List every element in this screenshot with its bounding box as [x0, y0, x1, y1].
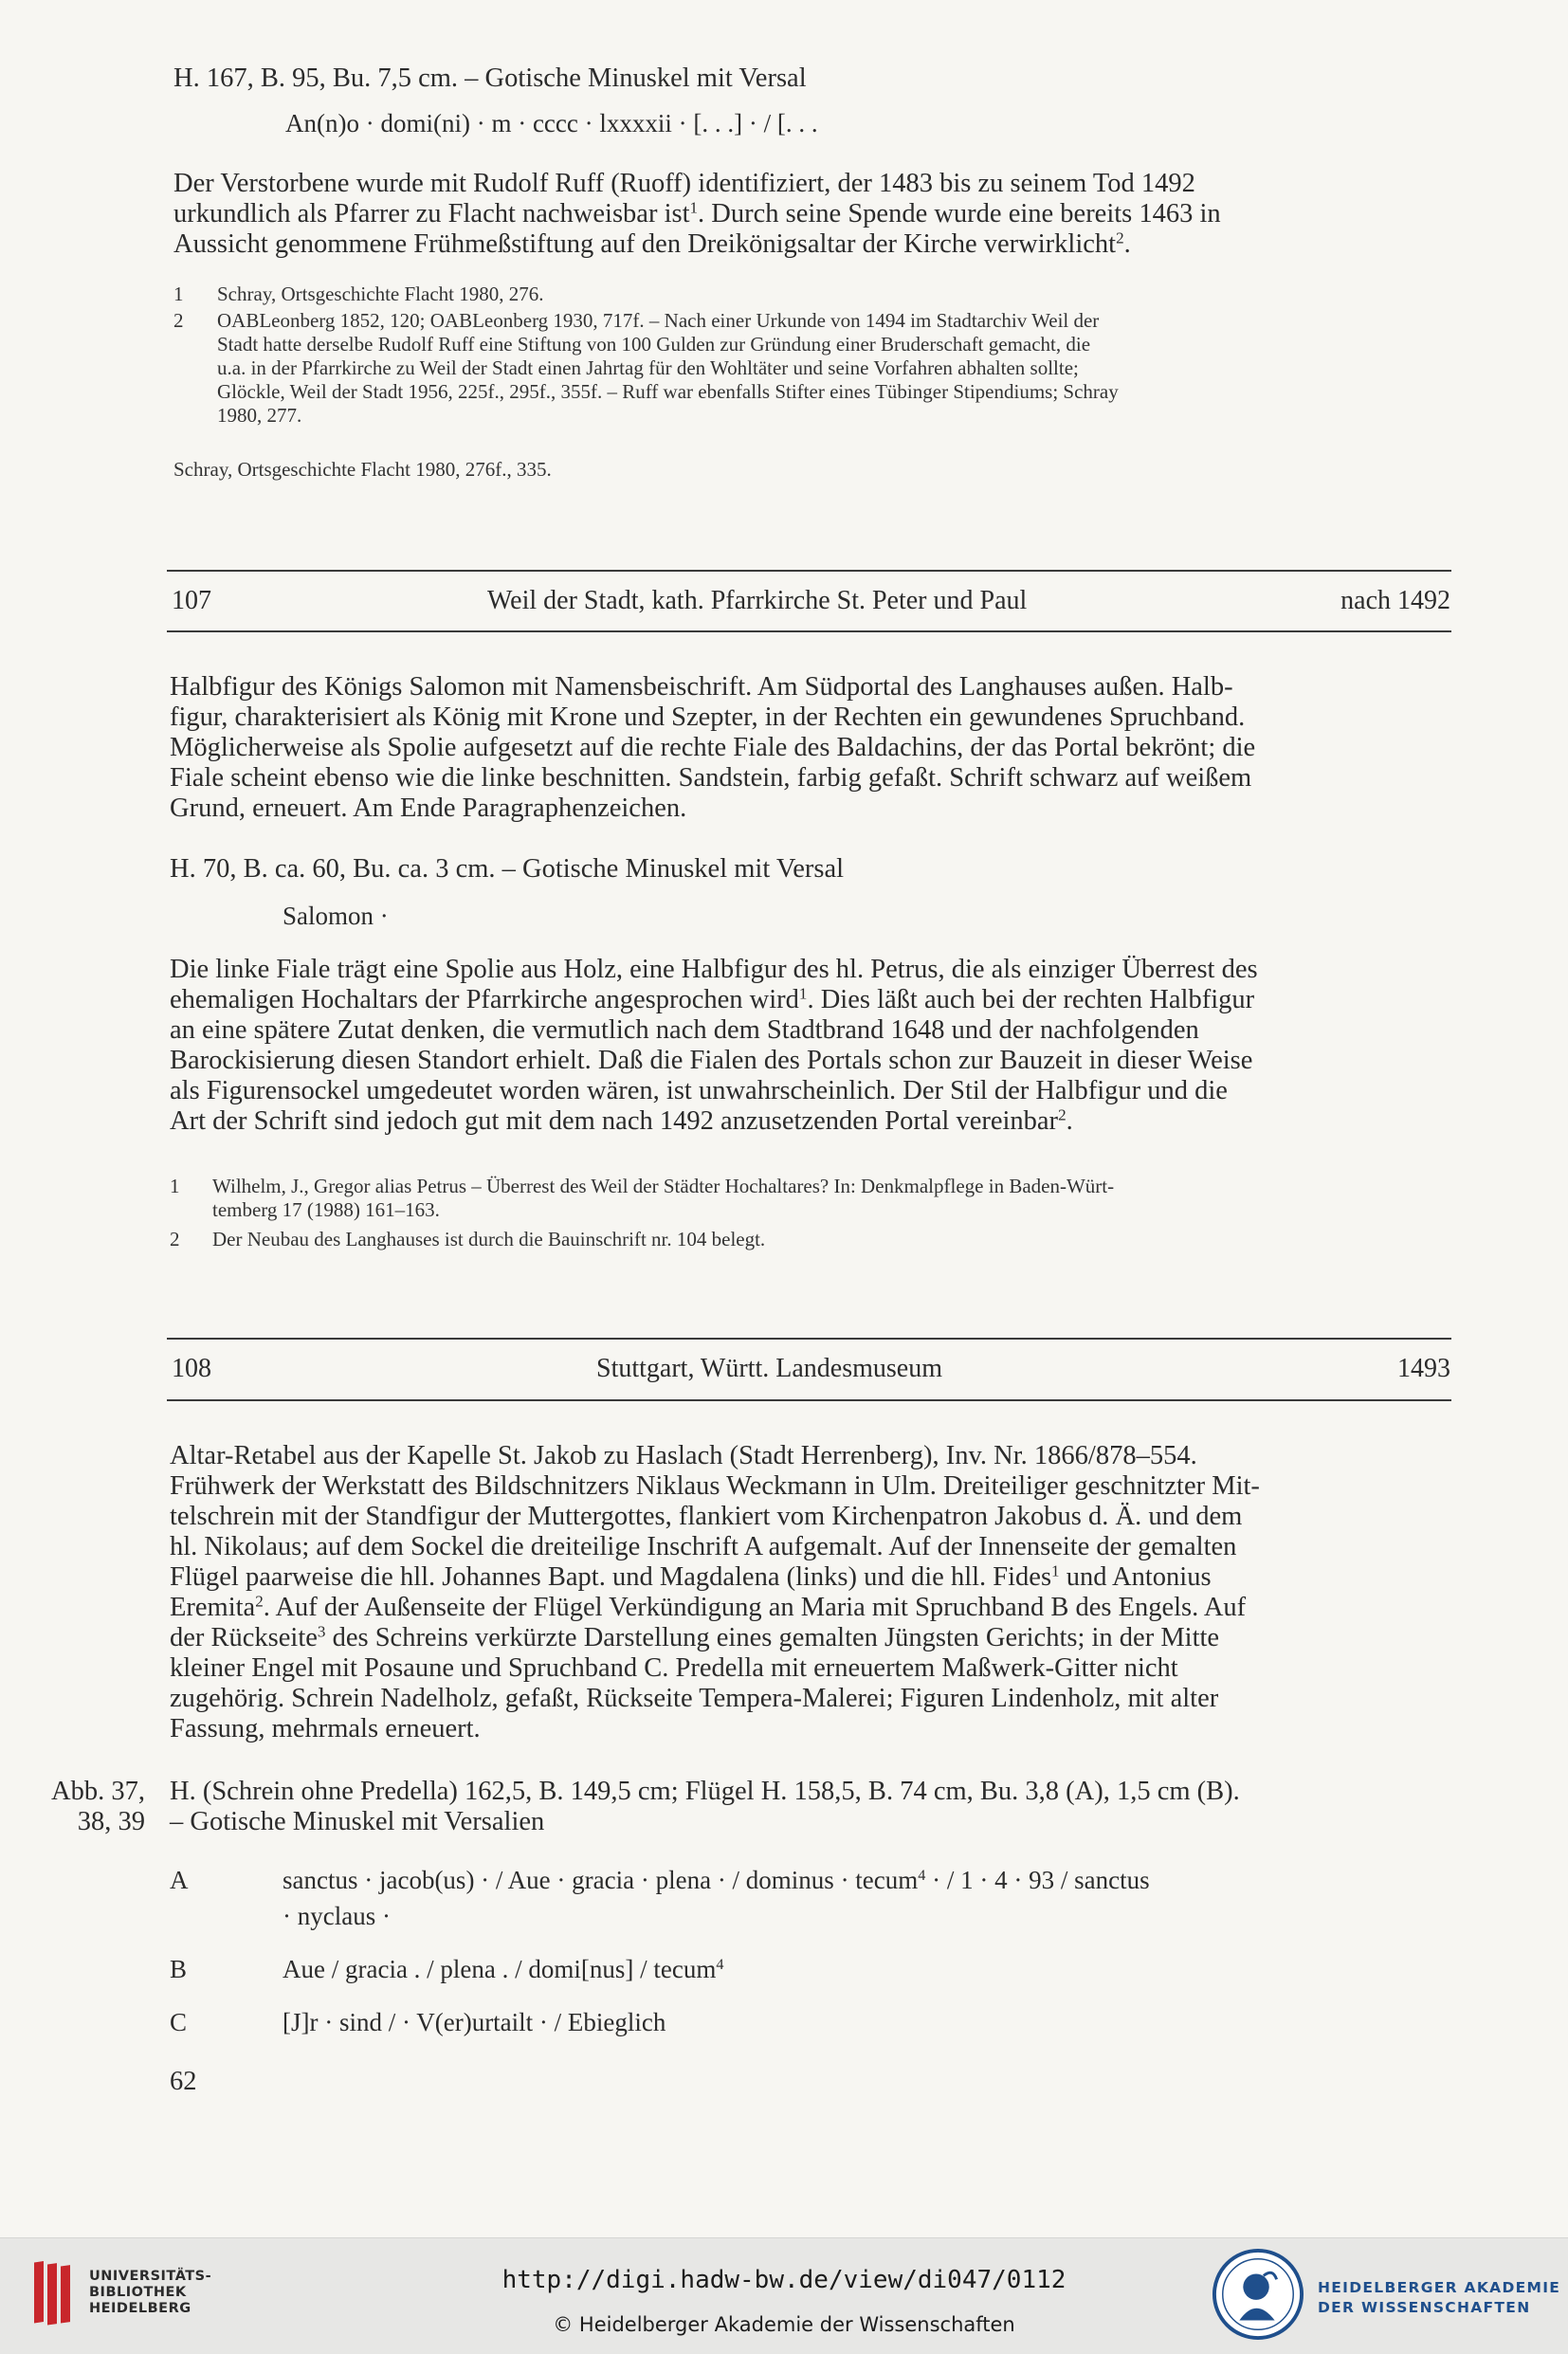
- entry-108-number: 108: [172, 1354, 211, 1383]
- entry-107-number: 107: [172, 586, 211, 615]
- footnote-text: OABLeonberg 1852, 120; OABLeonberg 1930, 717f. – Nach einer Urkunde von 1494 im Stadtarchiv Weil der: [217, 309, 1100, 332]
- inscription-label: A: [170, 1866, 189, 1894]
- entry-106-para-line: urkundlich als Pfarrer zu Flacht nachweisbar ist$^1$. Durch seine Spende wurde eine bereits 1463 in: [173, 198, 1221, 228]
- entry-107-para-line: Fiale scheint ebenso wie die linke beschnitten. Sandstein, farbig gefaßt. Schrift schwarz auf weißem: [170, 763, 1252, 793]
- entry-108-para-line: Eremita$^2$. Auf der Außenseite der Flügel Verkündigung an Maria mit Spruchband B des Engels. Auf: [170, 1592, 1247, 1622]
- entry-106-inscription: An(n)o · domi(ni) · m · cccc · lxxxxii · [. . .] · / [. . .: [285, 109, 818, 137]
- figure-reference: Abb. 37,: [51, 1777, 145, 1806]
- entry-107-date: nach 1492: [1340, 586, 1450, 615]
- figure-reference: 38, 39: [77, 1807, 145, 1836]
- entry-107-para-line: figur, charakterisiert als König mit Krone und Szepter, in der Rechten ein gewundenes Spruchband.: [170, 703, 1246, 732]
- footnote-ref: 1: [798, 984, 808, 1003]
- footnote-ref: 2: [255, 1592, 264, 1611]
- entry-106-measurements: H. 167, B. 95, Bu. 7,5 cm. – Gotische Minuskel mit Versal: [173, 64, 807, 93]
- inscription-text: [J]r · sind / · V(er)urtailt · / Ebieglich: [283, 2008, 666, 2036]
- entry-108-measurements: H. (Schrein ohne Predella) 162,5, B. 149,5 cm; Flügel H. 158,5, B. 74 cm, Bu. 3,8 (A), 1,5 cm (B).: [170, 1777, 1240, 1806]
- footnote-text: 1980, 277.: [217, 404, 302, 427]
- footnote-number: 2: [173, 309, 184, 332]
- inscription-label: B: [170, 1955, 188, 1983]
- inscription-text: Aue / gracia . / plena . / domi[nus] / tecum$^4$: [283, 1955, 724, 1983]
- entry-107-inscription: Salomon ·: [283, 902, 389, 930]
- footnote-number: 1: [170, 1175, 180, 1197]
- footnote-ref: 1: [689, 198, 699, 217]
- entry-108-para-line: Flügel paarweise die hll. Johannes Bapt. und Magdalena (links) und die hll. Fides$^1$ und Antonius: [170, 1561, 1212, 1592]
- entry-107-para-line: an eine spätere Zutat denken, die vermutlich nach dem Stadtbrand 1648 und der nachfolgenden: [170, 1015, 1199, 1045]
- academy-name: HEIDELBERGER AKADEMIE DER WISSENSCHAFTEN: [1318, 2279, 1561, 2316]
- footnote-ref: 1: [1051, 1561, 1060, 1580]
- footnote-text: temberg 17 (1988) 161–163.: [212, 1198, 440, 1221]
- entry-108-para-line: kleiner Engel mit Posaune und Spruchband C. Predella mit erneuertem Maßwerk-Gitter nicht: [170, 1653, 1178, 1683]
- footnote-ref: 3: [317, 1622, 326, 1641]
- footnote-text: Stadt hatte derselbe Rudolf Ruff eine Stiftung von 100 Gulden zur Gründung einer Bruderschaft gemacht, die: [217, 333, 1091, 356]
- entry-107-para-line: Barockisierung diesen Standort erhielt. Daß die Fialen des Portals schon zur Bauzeit in dieser Weise: [170, 1046, 1253, 1075]
- entry-108-para-line: telschrein mit der Standfigur der Muttergottes, flankiert vom Kirchenpatron Jakobus d. Ä. und dem: [170, 1502, 1243, 1531]
- inscription-text: sanctus · jacob(us) · / Aue · gracia · plena · / dominus · tecum$^4$ · / 1 · 4 · 93 / sanctus: [283, 1866, 1150, 1894]
- document-url-link[interactable]: http://digi.hadw-bw.de/view/di047/0112: [501, 2266, 1067, 2294]
- entry-107-para-line: Grund, erneuert. Am Ende Paragraphenzeichen.: [170, 794, 687, 823]
- entry-108-date: 1493: [1397, 1354, 1450, 1383]
- footnote-text: u.a. in der Pfarrkirche zu Weil der Stadt einen Jahrtag für den Wohltäter und seine Vorfahren abhalten sollte;: [217, 356, 1079, 379]
- entry-107-measurements: H. 70, B. ca. 60, Bu. ca. 3 cm. – Gotische Minuskel mit Versal: [170, 854, 845, 884]
- footnote-number: 2: [170, 1228, 180, 1250]
- university-library-name: UNIVERSITÄTS- BIBLIOTHEK HEIDELBERG: [89, 2269, 212, 2316]
- entry-107-para-line: Möglicherweise als Spolie aufgesetzt auf die rechte Fiale des Baldachins, der das Portal bekrönt; die: [170, 733, 1256, 762]
- footnote-text: Schray, Ortsgeschichte Flacht 1980, 276.: [217, 283, 544, 305]
- footnote-ref: 4: [918, 1867, 926, 1885]
- header-rule-bottom: [167, 1399, 1451, 1401]
- entry-108-para-line: zugehörig. Schrein Nadelholz, gefaßt, Rückseite Tempera-Malerei; Figuren Lindenholz, mit alter: [170, 1684, 1219, 1713]
- entry-107-para-line: Art der Schrift sind jedoch gut mit dem nach 1492 anzusetzenden Portal vereinbar$^2$.: [170, 1105, 1073, 1136]
- entry-107-para-line: ehemaligen Hochaltars der Pfarrkirche angesprochen wird$^1$. Dies läßt auch bei der rechten Halbfigur: [170, 984, 1255, 1014]
- entry-108-location: Stuttgart, Württ. Landesmuseum: [596, 1354, 942, 1383]
- entry-108-para-line: hl. Nikolaus; auf dem Sockel die dreiteilige Inschrift A aufgemalt. Auf der Innenseite der gemalten: [170, 1532, 1237, 1561]
- header-rule-top: [167, 1338, 1451, 1340]
- copyright-notice: © Heidelberger Akademie der Wissenschaften: [553, 2313, 1015, 2336]
- header-rule-bottom: [167, 630, 1451, 632]
- entry-107-para-line: als Figurensockel umgedeutet worden wären, ist unwahrscheinlich. Der Stil der Halbfigur und die: [170, 1076, 1228, 1105]
- entry-108-para-line: Altar-Retabel aus der Kapelle St. Jakob zu Haslach (Stadt Herrenberg), Inv. Nr. 1866/878–554.: [170, 1441, 1197, 1470]
- literature-reference: Schray, Ortsgeschichte Flacht 1980, 276f., 335.: [173, 458, 552, 481]
- entry-107-para-line: Die linke Fiale trägt eine Spolie aus Holz, eine Halbfigur des hl. Petrus, die als einziger Überrest des: [170, 955, 1258, 984]
- entry-107-location: Weil der Stadt, kath. Pfarrkirche St. Peter und Paul: [487, 586, 1028, 615]
- footnote-text: Der Neubau des Langhauses ist durch die Bauinschrift nr. 104 belegt.: [212, 1228, 766, 1250]
- entry-106-para-line: Der Verstorbene wurde mit Rudolf Ruff (Ruoff) identifiziert, der 1483 bis zu seinem Tod 1492: [173, 169, 1195, 198]
- inscription-label: C: [170, 2008, 188, 2036]
- footer-bar: [0, 2237, 1568, 2354]
- header-rule-top: [167, 570, 1451, 572]
- footnote-text: Wilhelm, J., Gregor alias Petrus – Überrest des Weil der Städter Hochaltares? In: Denkmalpflege in Baden-Würt-: [212, 1175, 1115, 1197]
- entry-108-para-line: der Rückseite$^3$ des Schreins verkürzte Darstellung eines gemalten Jüngsten Gerichts; in der Mitte: [170, 1622, 1220, 1652]
- footnote-ref: 2: [1058, 1105, 1067, 1124]
- entry-107-para-line: Halbfigur des Königs Salomon mit Namensbeischrift. Am Südportal des Langhauses außen. Halb-: [170, 672, 1233, 702]
- footnote-text: Glöckle, Weil der Stadt 1956, 225f., 295f., 355f. – Ruff war ebenfalls Stifter eines Tübinger Stipendiums; Schray: [217, 380, 1119, 403]
- footnote-ref: 4: [716, 1956, 724, 1974]
- entry-108-measurements: – Gotische Minuskel mit Versalien: [170, 1807, 545, 1836]
- entry-108-para-line: Fassung, mehrmals erneuert.: [170, 1714, 481, 1743]
- entry-106-para-line: Aussicht genommene Frühmeßstiftung auf den Dreikönigsaltar der Kirche verwirklicht$^2$.: [173, 228, 1131, 259]
- entry-108-para-line: Frühwerk der Werkstatt des Bildschnitzers Niklaus Weckmann in Ulm. Dreiteiliger geschnitzter Mit-: [170, 1471, 1260, 1501]
- inscription-text: · nyclaus ·: [283, 1902, 391, 1930]
- page-number: 62: [170, 2067, 197, 2096]
- footnote-ref: 2: [1116, 228, 1124, 247]
- footnote-number: 1: [173, 283, 184, 305]
